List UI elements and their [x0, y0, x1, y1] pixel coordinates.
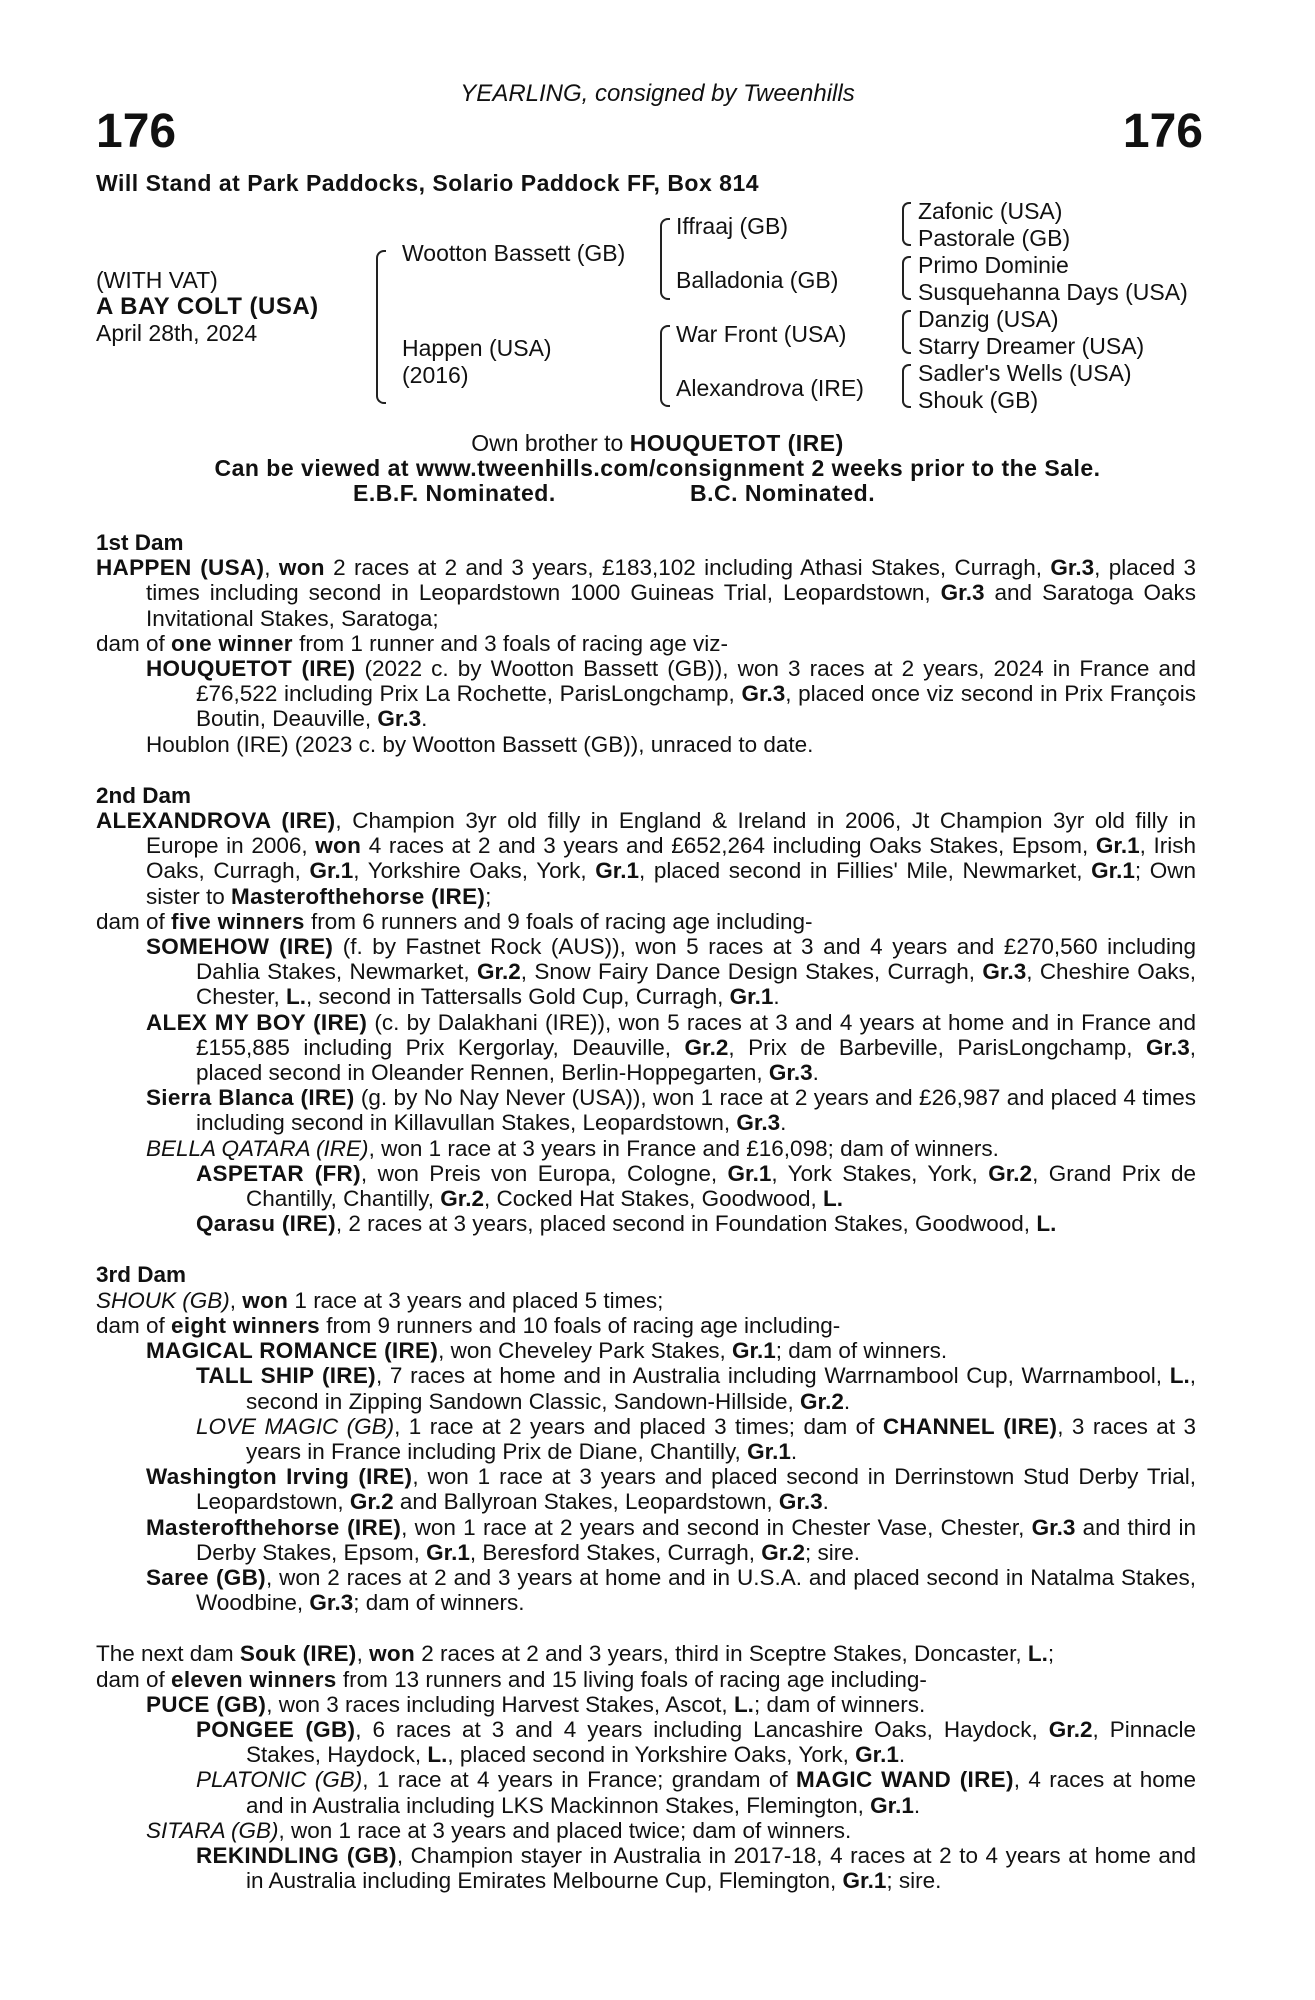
viewing-note: Can be viewed at www.tweenhills.com/consignment 2 weeks prior to the Sale.	[214, 455, 1101, 481]
lot-number-left: 176	[96, 105, 177, 158]
pedigree-brace-3	[902, 310, 911, 354]
produce-puce: PUCE (GB), won 3 races including Harvest Stakes, Ascot, L.; dam of winners.	[146, 1691, 926, 1717]
ggp-5: Danzig (USA)	[918, 306, 1059, 332]
catalogue-body	[96, 530, 1196, 1893]
pedigree-brace-4	[902, 364, 911, 408]
produce-tall-ship: TALL SHIP (IRE), 7 races at home and in Australia including Warrnambool Cup, Warrnambool, L., second in Zipping Sandown Classic, Sandown-Hillside, Gr.2.	[196, 1363, 1196, 1414]
produce-magical-romance: MAGICAL ROMANCE (IRE), won Cheveley Park Stakes, Gr.1; dam of winners.	[146, 1338, 948, 1364]
produce-pongee: PONGEE (GB), 6 races at 3 and 4 years including Lancashire Oaks, Haydock, Gr.2, Pinnacle Stakes, Haydock, L., placed second in Yorkshire Oaks, York, Gr.1.	[196, 1716, 1197, 1768]
produce-saree: Saree (GB), won 2 races at 2 and 3 years at home and in U.S.A. and placed second in Natalma Stakes, Woodbine, Gr.3; dam of winners.	[146, 1564, 1197, 1616]
ggp-3: Primo Dominie	[918, 252, 1069, 278]
dam: Happen (USA)	[402, 335, 552, 361]
ggp-2: Pastorale (GB)	[918, 225, 1071, 251]
first-dam-entry: HAPPEN (USA), won 2 races at 2 and 3 years, £183,102 including Athasi Stakes, Curragh, Gr.3, placed 3 times including second in Leopardstown 1000 Guineas Trial, Leopardstown, Gr.3 and Saratoga Oaks Invitational Stakes, Saratoga;	[96, 555, 1196, 631]
second-dam-entry: ALEXANDROVA (IRE), Champion 3yr old filly in England & Ireland in 2006, Jt Champion 3yr old filly in Europe in 2006, won 4 races at 2 and 3 years and £652,264 including Oaks Stakes, Epsom, Gr.1, Irish Oaks, Curragh, Gr.1, Yorkshire Oaks, York, Gr.1, placed second in Fillies' Mile, Newmarket, Gr.1; Own sister to Masterofthehorse (IRE);	[96, 808, 1196, 909]
ebf-note: E.B.F. Nominated.	[353, 480, 556, 506]
own-brother-note: Own brother to HOUQUETOT (IRE)	[471, 430, 844, 456]
produce-alex-my-boy: ALEX MY BOY (IRE) (c. by Dalakhani (IRE)), won 5 races at 3 and 4 years at home and in France and £155,885 including Prix Kergorlay, Deauville, Gr.2, Prix de Barbeville, ParisLongchamp, Gr.3, placed second in Oleander Rennen, Berlin-Hoppegarten, Gr.3.	[146, 1009, 1197, 1086]
produce-sierra-blanca: Sierra Blanca (IRE) (g. by No Nay Never (USA)), won 1 race at 2 years and £26,987 and placed 4 times including second in Killavullan Stakes, Leopardstown, Gr.3.	[146, 1085, 1197, 1136]
ggp-4: Susquehanna Days (USA)	[918, 279, 1188, 305]
first-dam-produce-summary: dam of one winner from 1 runner and 3 foals of racing age viz-	[96, 630, 729, 656]
produce-somehow: SOMEHOW (IRE) (f. by Fastnet Rock (AUS)), won 5 races at 3 and 4 years and £270,560 including Dahlia Stakes, Newmarket, Gr.2, Snow Fairy Dance Design Stakes, Curragh, Gr.3, Cheshire Oaks, Chester, L., second in Tattersalls Gold Cup, Curragh, Gr.1.	[146, 934, 1196, 1010]
third-dam-entry: SHOUK (GB), won 1 race at 3 years and placed 5 times;	[96, 1287, 664, 1313]
produce-masterofthehorse: Masterofthehorse (IRE), won 1 race at 2 years and second in Chester Vase, Chester, Gr.3 and third in Derby Stakes, Epsom, Gr.1, Beresford Stakes, Curragh, Gr.2; sire.	[146, 1514, 1196, 1565]
horse-name: A BAY COLT (USA)	[96, 293, 319, 320]
produce-bella-qatara: BELLA QATARA (IRE), won 1 race at 3 years in France and £16,098; dam of winners.	[146, 1135, 999, 1161]
produce-love-magic: LOVE MAGIC (GB), 1 race at 2 years and placed 3 times; dam of CHANNEL (IRE), 3 races at 3 years in France including Prix de Diane, Chantilly, Gr.1.	[196, 1413, 1196, 1464]
produce-washington-irving: Washington Irving (IRE), won 1 race at 3 years and placed second in Derrinstown Stud Derby Trial, Leopardstown, Gr.2 and Ballyroan Stakes, Leopardstown, Gr.3.	[146, 1464, 1196, 1515]
pedigree-brace-sire	[660, 218, 670, 300]
vat-label: (WITH VAT)	[96, 267, 218, 293]
pedigree-brace-dam	[660, 325, 670, 407]
dam-dam: Alexandrova (IRE)	[676, 375, 864, 401]
sire-dam: Balladonia (GB)	[676, 267, 839, 293]
sire: Wootton Bassett (GB)	[402, 240, 626, 266]
dam-sire: War Front (USA)	[676, 321, 847, 347]
produce-houblon: Houblon (IRE) (2023 c. by Wootton Bassett (GB)), unraced to date.	[146, 731, 814, 757]
next-dam-entry: The next dam Souk (IRE), won 2 races at 2 and 3 years, third in Sceptre Stakes, Doncaster, L.;	[96, 1641, 1055, 1667]
second-dam-heading: 2nd Dam	[96, 782, 192, 808]
produce-platonic: PLATONIC (GB), 1 race at 4 years in France; grandam of MAGIC WAND (IRE), 4 races at home and in Australia including LKS Mackinnon Stakes, Flemington, Gr.1.	[196, 1767, 1196, 1818]
bc-note: B.C. Nominated.	[690, 480, 876, 506]
pedigree-brace-1	[902, 202, 911, 246]
pedigree-brace-main	[376, 250, 386, 404]
third-dam-heading: 3rd Dam	[96, 1262, 187, 1288]
pedigree-brace-2	[902, 256, 911, 300]
produce-aspetar: ASPETAR (FR), won Preis von Europa, Cologne, Gr.1, York Stakes, York, Gr.2, Grand Prix de Chantilly, Chantilly, Gr.2, Cocked Hat Stakes, Goodwood, L.	[196, 1160, 1196, 1212]
produce-qarasu: Qarasu (IRE), 2 races at 3 years, placed second in Foundation Stakes, Goodwood, L.	[196, 1211, 1057, 1237]
ggp-6: Starry Dreamer (USA)	[918, 333, 1145, 359]
produce-rekindling: REKINDLING (GB), Champion stayer in Australia in 2017-18, 4 races at 2 to 4 years at home and in Australia including Emirates Melbourne Cup, Flemington, Gr.1; sire.	[196, 1842, 1196, 1894]
produce-sitara: SITARA (GB), won 1 race at 3 years and placed twice; dam of winners.	[146, 1817, 852, 1843]
ggp-8: Shouk (GB)	[918, 387, 1039, 413]
stand-location: Will Stand at Park Paddocks, Solario Paddock FF, Box 814	[96, 170, 760, 196]
ggp-7: Sadler's Wells (USA)	[918, 360, 1132, 386]
dam-year: (2016)	[402, 362, 469, 388]
third-dam-produce-summary: dam of eight winners from 9 runners and 10 foals of racing age including-	[96, 1312, 841, 1338]
ggp-1: Zafonic (USA)	[918, 198, 1063, 224]
catalogue-header: YEARLING, consigned by Tweenhills	[460, 80, 855, 107]
second-dam-produce-summary: dam of five winners from 6 runners and 9 foals of racing age including-	[96, 908, 813, 934]
foaling-date: April 28th, 2024	[96, 320, 258, 346]
lot-number-right: 176	[1122, 105, 1203, 158]
sire-sire: Iffraaj (GB)	[676, 213, 789, 239]
first-dam-heading: 1st Dam	[96, 530, 184, 555]
next-dam-produce-summary: dam of eleven winners from 13 runners and 15 living foals of racing age including-	[96, 1666, 927, 1692]
produce-houquetot: HOUQUETOT (IRE) (2022 c. by Wootton Bassett (GB)), won 3 races at 2 years, 2024 in France and £76,522 including Prix La Rochette, ParisLongchamp, Gr.3, placed once viz second in Prix François Boutin, Deauville, Gr.3.	[146, 656, 1196, 732]
